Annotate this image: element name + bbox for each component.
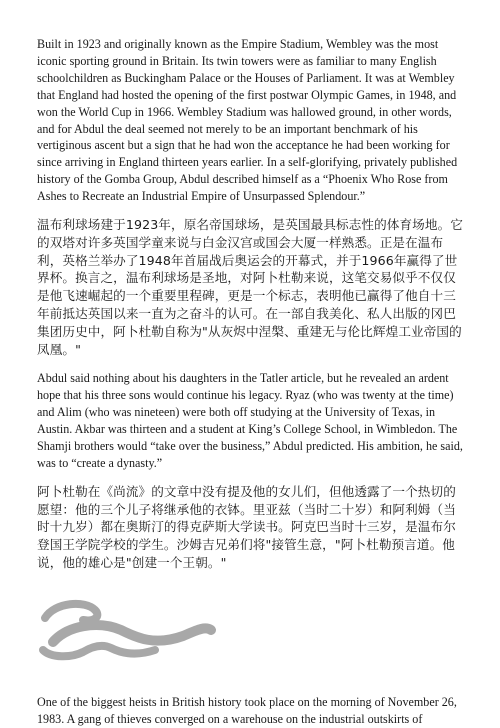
chinese-paragraph-dynasty: 阿卜杜勒在《尚流》的文章中没有提及他的女儿们，但他透露了一个热切的愿望：他的三个儿子将继承他的衣钵。里亚兹（当时二十岁）和阿利姆（当时十九岁）都在奥斯汀的得克萨斯大学读书。阿克巴当时十三岁，是温布尔登国王学院学校的学生。沙姆吉兄弟们将"接管生意，"阿卜杜勒预言道。他说，他的雄心是"创建一个王朝。" [37, 483, 456, 571]
english-paragraph-wembley: Built in 1923 and originally known as the Empire Stadium, Wembley was the most iconic sporting ground in Britain. Its twin towers were as familiar to many English schoolchildren as Buckingham Palace or the Houses of Parliament. It was at Wembley that England had hosted the opening of the first postwar Olympic Games, in 1948, and won the World Cup in 1966. Wembley Stadium was hallowed ground, in other words, and for Abdul the deal seemed not merely to be an important benchmark of his vertiginous ascent but a sign that he had won the acceptance he had been working for since arriving in England thirteen years earlier. In a self-glorifying, privately published history of the Gomba Group, Abdul described himself as a “Phoenix Who Rose from Ashes to Recreate an Industrial Empire of Unsurpassed Splendour.” [37, 37, 458, 204]
swirl-stroke-upper [45, 604, 97, 621]
page-content [37, 36, 467, 728]
swirl-stroke-main [53, 625, 211, 642]
swirl-stroke-lower [43, 646, 155, 656]
english-paragraph-dynasty: Abdul said nothing about his daughters in the Tatler article, but he revealed an ardent hope that his three sons would continue his legacy. Ryaz (who was twenty at the time) and Alim (who was nineteen) were both off studying at the University of Texas, in Austin. Akbar was thirteen and a student at King’s College School, in Wimbledon. The Shamji brothers would “take over the business,” Abdul predicted. His ambition, he said, was to “create a dynasty.” [37, 371, 463, 470]
squiggle-ornament-icon [37, 596, 217, 662]
chinese-paragraph-wembley: 温布利球场建于1923年，原名帝国球场，是英国最具标志性的体育场地。它的双塔对许多英国学童来说与白金汉宫或国会大厦一样熟悉。正是在温布利，英格兰举办了1948年首届战后奥运会的开幕式，并于1966年赢得了世界杯。换言之，温布利球场是圣地，对阿卜杜勒来说，这笔交易似乎不仅仅是他飞速崛起的一个重要里程碑，更是一个标志，表明他已赢得了他自十三年前抵达英国以来一直为之奋斗的认可。在一部自我美化、私人出版的冈巴集团历史中，阿卜杜勒自称为"从灰烬中涅槃、重建无与伦比辉煌工业帝国的凤凰。" [37, 217, 463, 357]
english-paragraph-heist: One of the biggest heists in British history took place on the morning of November 26, 1983. A gang of thieves converged on a warehouse on the industrial outskirts of [37, 694, 457, 726]
